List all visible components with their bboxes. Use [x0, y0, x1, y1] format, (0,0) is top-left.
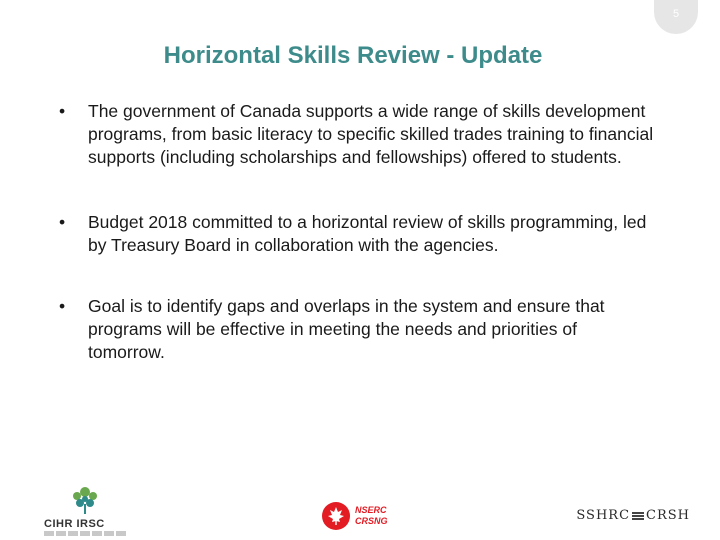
maple-leaf-icon — [322, 502, 350, 530]
bullet-list — [56, 100, 656, 406]
sshrc-logo — [576, 508, 690, 523]
footer-logos — [0, 478, 720, 540]
nserc-circle-icon — [322, 502, 350, 530]
cihr-logo-text: CIHR IRSC — [44, 518, 105, 530]
sshrc-separator-icon — [632, 512, 644, 520]
bullet-item: • The government of Canada supports a wide range of skills development programs, from basic literacy to specific skilled trades training to financial supports (including scholarships and fellowships) offered to students. — [56, 100, 656, 169]
cihr-fine-print — [44, 531, 126, 536]
slide-number: 5 — [654, 0, 698, 34]
bullet-item: • Budget 2018 committed to a horizontal review of skills programming, led by Treasury Board in collaboration with the agencies. — [56, 211, 656, 257]
sshrc-text: SSHRC — [576, 508, 631, 523]
nserc-text-en: NSERC — [355, 505, 387, 515]
bullet-item: • Goal is to identify gaps and overlaps in the system and ensure that programs will be effective in meeting the needs and priorities of tomorrow. — [56, 295, 656, 364]
nserc-logo — [322, 500, 402, 532]
cihr-leaf-icon — [60, 484, 110, 520]
nserc-text-fr: CRSNG — [355, 516, 388, 526]
slide-title: Horizontal Skills Review - Update — [163, 42, 543, 69]
crsh-text: CRSH — [646, 508, 690, 523]
cihr-logo — [44, 484, 124, 534]
